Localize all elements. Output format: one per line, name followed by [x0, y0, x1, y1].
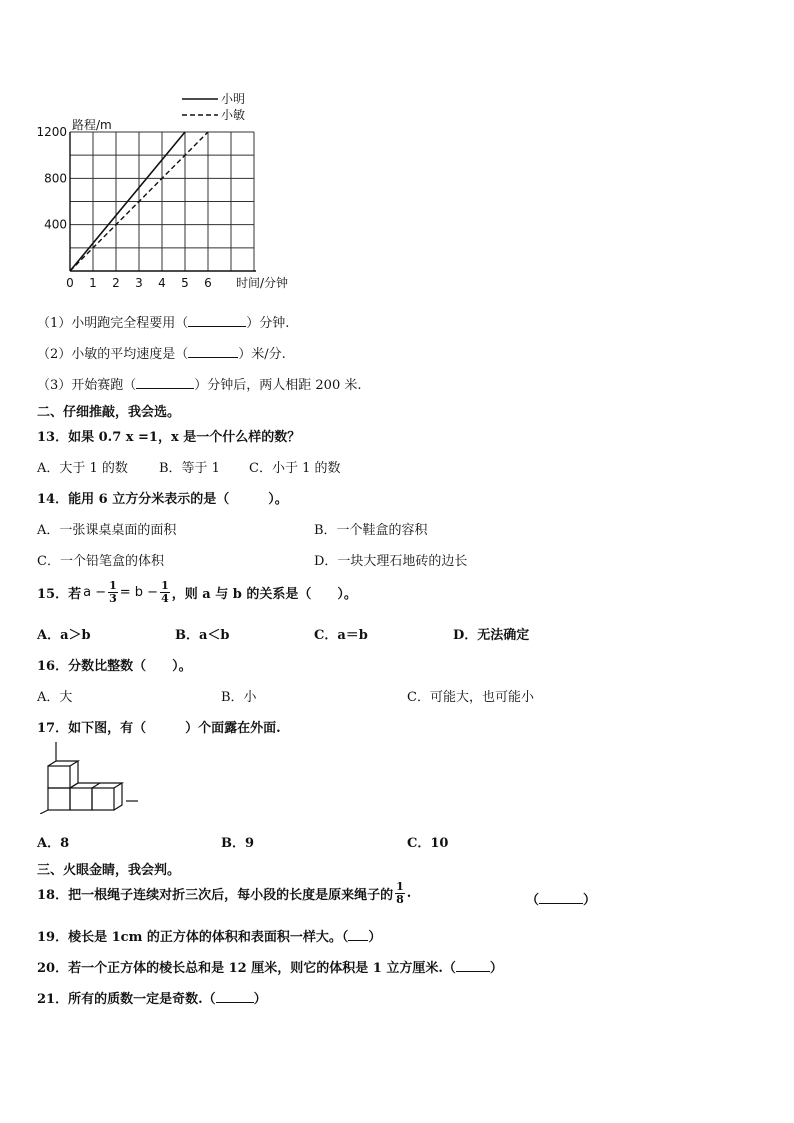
- q17-option-b[interactable]: B．9: [221, 836, 255, 851]
- q17-option-c[interactable]: C．10: [407, 836, 449, 851]
- q16-option-b[interactable]: B．小: [221, 690, 257, 705]
- x-tick-label: 6: [204, 276, 212, 290]
- q20-stem: 20．若一个正方体的棱长总和是 12 厘米，则它的体积是 1 立方厘米.（ ）: [37, 961, 503, 976]
- legend: [182, 92, 245, 122]
- x-tick-label: 2: [112, 276, 120, 290]
- q14-option-c[interactable]: C．一个铅笔盒的体积: [37, 554, 164, 569]
- q17-option-a[interactable]: A．8: [37, 836, 70, 851]
- q18-stem: 18．把一根绳子连续对折三次后，每小段的长度是原来绳子的 $\frac{1}{8}$ .: [37, 880, 412, 906]
- y-axis-label: 路程/m: [72, 118, 112, 132]
- distance-time-chart: [30, 88, 330, 298]
- q12-sub1: （1）小明跑完全程要用（ ）分钟.: [37, 316, 290, 331]
- q16-option-a[interactable]: A．大: [37, 690, 73, 705]
- q18-answer-blank[interactable]: [539, 891, 583, 904]
- q20-answer-blank[interactable]: [456, 959, 490, 972]
- q17-stem: 17．如下图，有（ ）个面露在外面.: [37, 721, 281, 736]
- y-tick-label: 800: [44, 171, 67, 186]
- q19-answer-blank[interactable]: [348, 928, 368, 941]
- q14-option-d[interactable]: D．一块大理石地砖的边长: [314, 554, 468, 569]
- q15-option-d[interactable]: D．无法确定: [453, 628, 530, 643]
- x-tick-label: 4: [158, 276, 166, 290]
- x-axis-label: 时间/分钟: [236, 276, 289, 290]
- q12-sub3-answer-blank[interactable]: [136, 376, 194, 389]
- q14-option-a[interactable]: A．一张课桌桌面的面积: [37, 523, 177, 538]
- legend-label-xiaoming: 小明: [221, 92, 246, 106]
- q18-fraction: $\frac{1}{8}$: [396, 880, 404, 906]
- q13-option-c[interactable]: C．小于 1 的数: [249, 461, 341, 476]
- x-tick-label: 5: [181, 276, 189, 290]
- q18-answer: （ ）: [526, 893, 597, 908]
- y-tick-label: 400: [44, 217, 67, 232]
- q16-option-c[interactable]: C．可能大，也可能小: [407, 690, 534, 705]
- x-tick-label: 0: [66, 276, 74, 290]
- q21-stem: 21．所有的质数一定是奇数.（ ）: [37, 992, 267, 1007]
- q12-sub3: （3）开始赛跑（ ）分钟后，两人相距 200 米.: [37, 378, 362, 393]
- x-tick-label: 3: [135, 276, 143, 290]
- q15-stem: 15．若 a − $\frac{1}{3}$ = b − $\frac{1}{4}$ ，则 a 与 b 的关系是（ ）。: [37, 579, 357, 605]
- q13-option-a[interactable]: A．大于 1 的数: [37, 461, 128, 476]
- q15-fraction-2: $\frac{1}{4}$: [161, 579, 169, 605]
- q12-sub2-answer-blank[interactable]: [188, 345, 238, 358]
- q21-answer-blank[interactable]: [216, 990, 254, 1003]
- q15-expr-a: a −: [83, 585, 107, 600]
- q12-sub1-answer-blank[interactable]: [188, 314, 246, 327]
- q17-cube-figure: [40, 742, 140, 814]
- legend-label-xiaomin: 小敏: [221, 108, 246, 122]
- y-tick-label: 1200: [36, 125, 67, 139]
- chart-grid: [70, 132, 254, 271]
- q15-option-c[interactable]: C．a＝b: [314, 628, 368, 643]
- q12-sub2: （2）小敏的平均速度是（ ）米/分.: [37, 347, 286, 362]
- section-heading-judge: 三、火眼金睛，我会判。: [37, 863, 181, 878]
- q13-stem: 13．如果 0.7 x =1，x 是一个什么样的数？: [37, 430, 301, 445]
- q14-option-b[interactable]: B．一个鞋盒的容积: [314, 523, 428, 538]
- q19-stem: 19．棱长是 1cm 的正方体的体积和表面积一样大。（ ）: [37, 930, 382, 945]
- x-tick-label: 1: [89, 276, 97, 290]
- q15-expr-b: = b −: [119, 585, 159, 600]
- q15-option-b[interactable]: B．a＜b: [175, 628, 230, 643]
- q15-option-a[interactable]: A．a＞b: [37, 628, 91, 643]
- q13-option-b[interactable]: B．等于 1: [159, 461, 220, 476]
- q16-stem: 16．分数比整数（ ）。: [37, 659, 192, 674]
- q15-fraction-1: $\frac{1}{3}$: [109, 579, 117, 605]
- q14-stem: 14．能用 6 立方分米表示的是（ ）。: [37, 492, 288, 507]
- section-heading-choice: 二、仔细推敲，我会选。: [37, 405, 181, 420]
